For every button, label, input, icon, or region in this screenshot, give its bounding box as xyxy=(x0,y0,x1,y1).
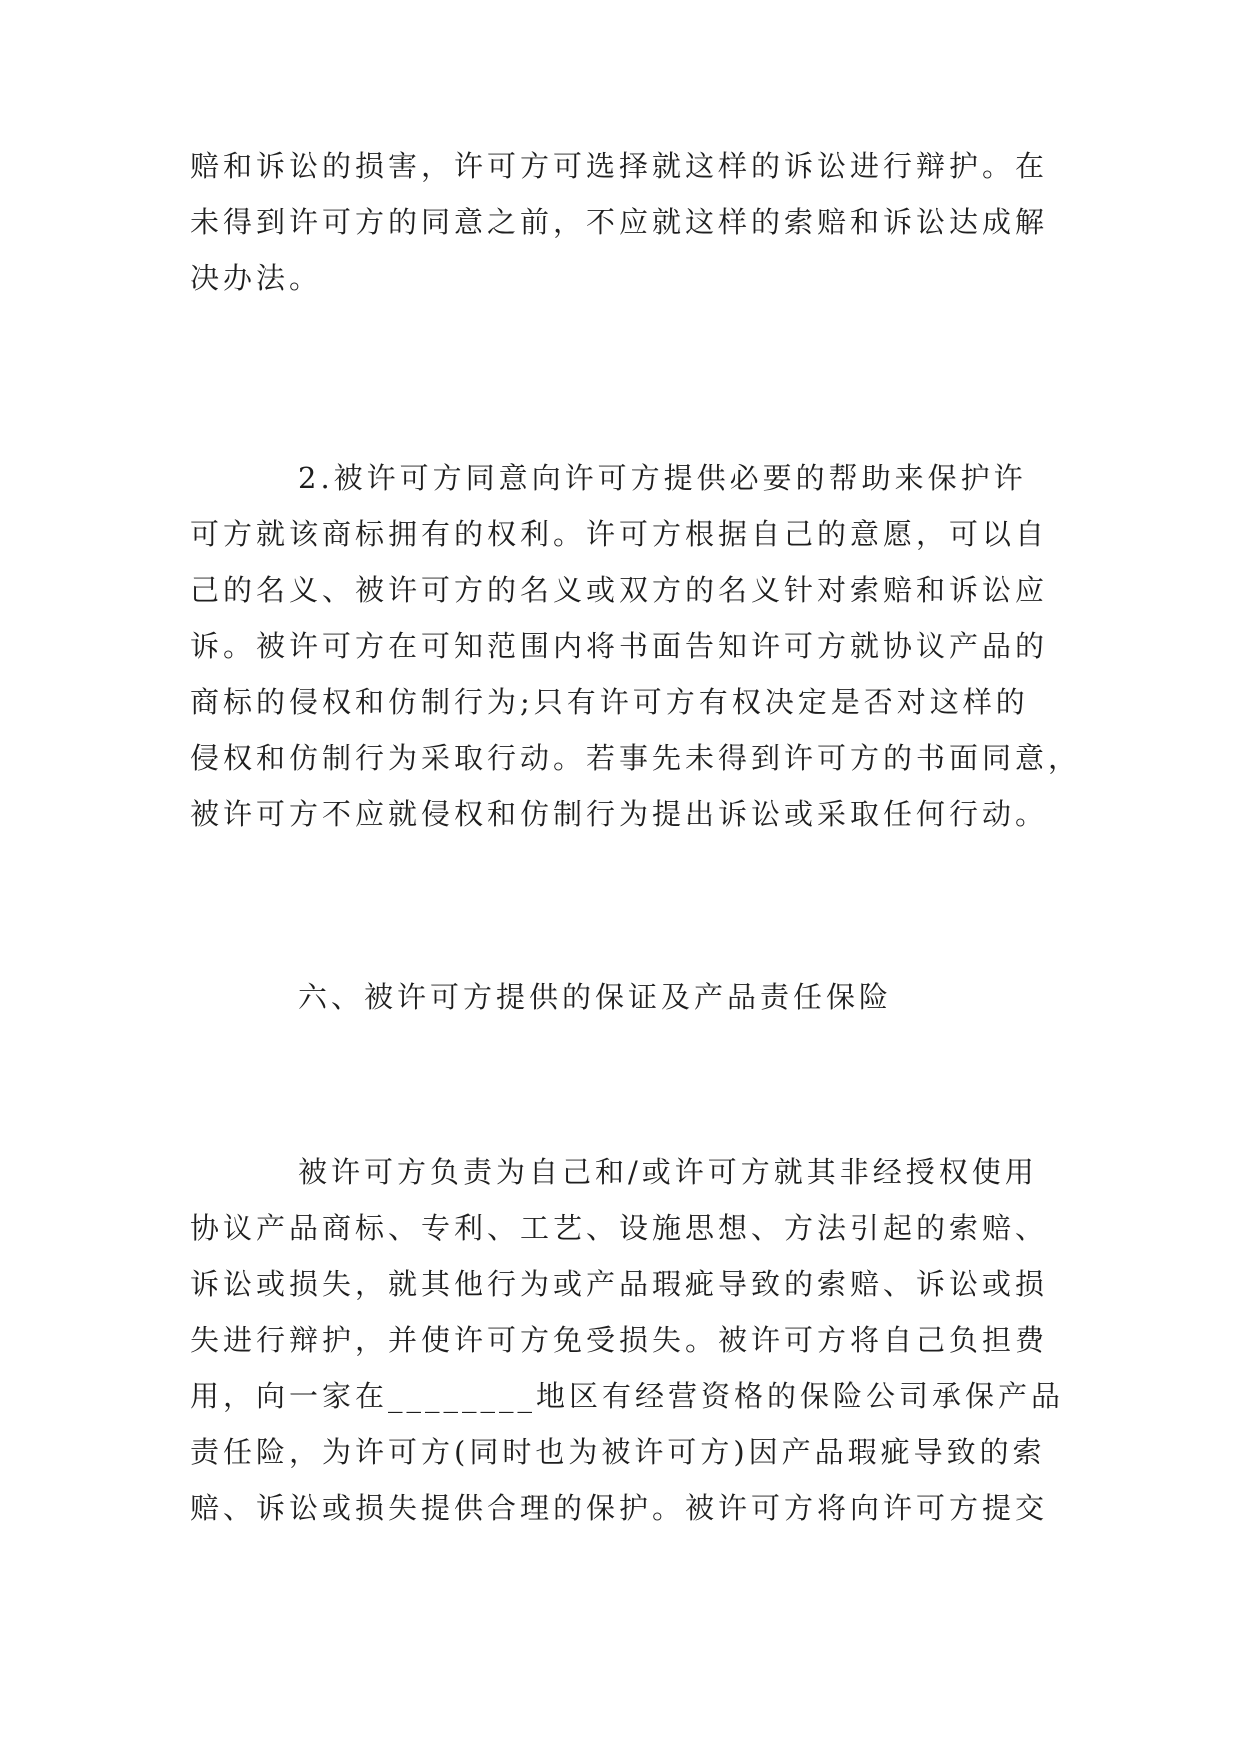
text-line: 未得到许可方的同意之前，不应就这样的索赔和诉讼达成解 xyxy=(190,205,1049,239)
text-line: 被许可方不应就侵权和仿制行为提出诉讼或采取任何行动。 xyxy=(190,797,1049,831)
text-line: 决办法。 xyxy=(190,261,323,295)
text-line: 2.被许可方同意向许可方提供必要的帮助来保护许 xyxy=(298,461,1027,495)
text-line: 己的名义、被许可方的名义或双方的名义针对索赔和诉讼应 xyxy=(190,573,1049,607)
text-line: 诉。被许可方在可知范围内将书面告知许可方就协议产品的 xyxy=(190,629,1049,663)
text-line: 赔和诉讼的损害，许可方可选择就这样的诉讼进行辩护。在 xyxy=(190,149,1049,183)
text-line: 协议产品商标、专利、工艺、设施思想、方法引起的索赔、 xyxy=(190,1211,1049,1245)
section-heading: 六、被许可方提供的保证及产品责任保险 xyxy=(298,980,893,1014)
text-line: 被许可方负责为自己和/或许可方就其非经授权使用 xyxy=(298,1155,1038,1189)
text-line: 可方就该商标拥有的权利。许可方根据自己的意愿，可以自 xyxy=(190,517,1049,551)
text-line: 责任险，为许可方(同时也为被许可方)因产品瑕疵导致的索 xyxy=(190,1435,1046,1469)
text-line: 用，向一家在________地区有经营资格的保险公司承保产品 xyxy=(190,1379,1065,1413)
text-line: 赔、诉讼或损失提供合理的保护。被许可方将向许可方提交 xyxy=(190,1491,1049,1525)
text-line: 诉讼或损失，就其他行为或产品瑕疵导致的索赔、诉讼或损 xyxy=(190,1267,1049,1301)
text-line: 侵权和仿制行为采取行动。若事先未得到许可方的书面同意， xyxy=(190,741,1082,775)
text-line: 商标的侵权和仿制行为;只有许可方有权决定是否对这样的 xyxy=(190,685,1029,719)
text-line: 失进行辩护，并使许可方免受损失。被许可方将自己负担费 xyxy=(190,1323,1049,1357)
